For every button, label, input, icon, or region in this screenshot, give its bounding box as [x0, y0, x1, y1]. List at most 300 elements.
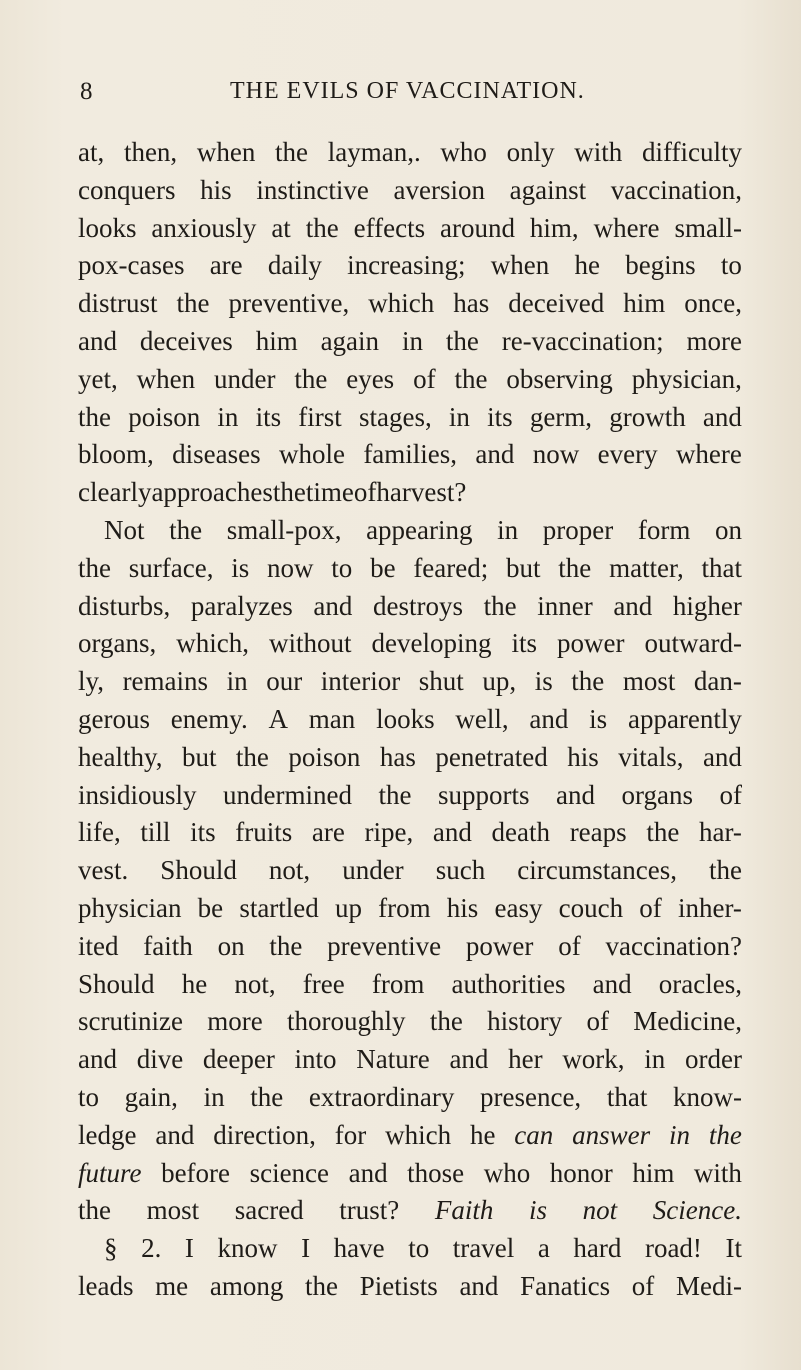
word: free — [302, 968, 345, 999]
word: in — [401, 325, 423, 356]
word: those — [407, 1157, 465, 1188]
word: at — [271, 212, 291, 243]
word: on — [217, 930, 245, 961]
word: developing — [371, 628, 492, 659]
word: the — [275, 137, 309, 167]
word: around — [440, 212, 515, 243]
word: 2. — [141, 1233, 162, 1264]
word: into — [294, 1044, 337, 1075]
word: deceived — [508, 288, 605, 319]
word: Should — [160, 855, 237, 886]
word: science — [249, 1157, 330, 1188]
text-line — [78, 1230, 742, 1268]
word: the — [78, 552, 111, 583]
word: yet, — [78, 363, 118, 394]
word: har- — [698, 817, 742, 848]
text-line — [78, 966, 742, 1004]
word: organs, — [78, 628, 157, 659]
word: has — [453, 288, 490, 319]
word: hard — [573, 1233, 622, 1264]
word: is — [534, 666, 553, 697]
word: the — [78, 1195, 111, 1226]
word: the — [294, 363, 328, 394]
word: faith — [143, 930, 193, 961]
word: I — [184, 1233, 194, 1264]
word: of — [631, 1270, 655, 1301]
word: history — [487, 1006, 563, 1037]
word: with — [693, 1157, 742, 1188]
word: and — [449, 1044, 489, 1075]
word: shut — [418, 666, 464, 697]
word: most — [622, 666, 676, 697]
word: Medicine, — [633, 1006, 742, 1037]
text-line — [78, 550, 742, 588]
word: are — [311, 817, 345, 848]
word: not, — [268, 855, 311, 886]
word: but — [181, 741, 217, 772]
word: of — [719, 779, 742, 810]
word: to — [720, 250, 742, 281]
word: and — [702, 401, 742, 432]
word: the — [445, 325, 479, 356]
text-line — [78, 739, 742, 777]
word: undermined — [223, 779, 352, 810]
word: stages, — [358, 401, 432, 432]
word: ledge — [78, 1119, 137, 1150]
text-line — [78, 172, 742, 210]
word: to — [408, 1233, 430, 1264]
word: only — [506, 137, 555, 167]
word: authorities — [451, 968, 566, 999]
word: conquers — [78, 174, 176, 205]
word: death — [491, 817, 551, 848]
word: once, — [684, 288, 742, 319]
word: at, — [78, 137, 105, 167]
word: Nature — [356, 1044, 430, 1075]
word: remains — [122, 666, 209, 697]
word: direction, — [213, 1119, 316, 1150]
text-line — [78, 663, 742, 701]
word: and — [613, 590, 653, 621]
word: the — [454, 363, 488, 394]
word: who — [483, 1157, 531, 1188]
word: the — [305, 212, 339, 243]
word: his — [446, 892, 479, 923]
word: travel — [452, 1233, 515, 1264]
word: startled — [239, 892, 319, 923]
word: before — [161, 1157, 231, 1188]
word: now — [267, 552, 314, 583]
word: up, — [482, 666, 517, 697]
word: is — [529, 1195, 548, 1226]
word: from — [378, 892, 431, 923]
word: ripe, — [364, 817, 414, 848]
word: deeper — [202, 1044, 275, 1075]
word: his — [567, 741, 599, 772]
word: effects — [353, 212, 426, 243]
word: It — [725, 1233, 742, 1264]
word: where — [593, 212, 660, 243]
word: supports — [438, 779, 530, 810]
word: the — [78, 401, 111, 432]
word: and — [459, 1270, 499, 1301]
word: looks — [78, 212, 137, 243]
word: our — [266, 666, 303, 697]
word: of — [558, 930, 581, 961]
word: he — [574, 250, 600, 281]
word: the — [708, 1119, 742, 1150]
word: growth — [609, 401, 686, 432]
word: Medi- — [675, 1270, 742, 1301]
word: well, — [455, 703, 509, 734]
word: and — [702, 741, 742, 772]
text-line — [78, 134, 742, 172]
word: the — [378, 779, 412, 810]
word: and — [78, 325, 117, 356]
word: harvest? — [376, 477, 467, 508]
word: circumstances, — [517, 855, 677, 886]
word: distrust — [78, 288, 158, 319]
word: on — [714, 514, 742, 545]
text-line — [78, 285, 742, 323]
word: him — [623, 288, 666, 319]
word: proper — [542, 514, 614, 545]
word: future — [78, 1157, 142, 1188]
text-line — [78, 928, 742, 966]
word: he — [181, 968, 208, 999]
word: its — [487, 401, 513, 432]
word: to — [78, 1081, 100, 1112]
word: Fanatics — [520, 1270, 611, 1301]
word: him, — [529, 212, 579, 243]
word: without — [268, 628, 352, 659]
word: that — [701, 552, 742, 583]
word: vaccination, — [610, 174, 742, 205]
text-line — [78, 436, 742, 474]
word: re-vaccination; — [501, 325, 664, 356]
word: whole — [278, 439, 345, 470]
word: in — [226, 666, 248, 697]
word: time — [305, 477, 354, 508]
word: the — [272, 477, 306, 508]
word: which, — [176, 628, 249, 659]
text-line — [78, 1192, 742, 1230]
word: is — [231, 552, 250, 583]
word: its — [511, 628, 537, 659]
word: but — [506, 552, 541, 583]
word: gain, — [124, 1081, 178, 1112]
word: now — [532, 439, 580, 470]
word: inher- — [677, 892, 742, 923]
word: fruits — [235, 817, 293, 848]
word: sacred — [234, 1195, 304, 1226]
word: with — [574, 137, 623, 167]
word: know- — [673, 1081, 742, 1112]
text-line — [78, 361, 742, 399]
word: outward- — [644, 628, 742, 659]
word: not — [582, 1195, 618, 1226]
word: germ, — [529, 401, 593, 432]
word: of — [413, 363, 436, 394]
word: small- — [674, 212, 742, 243]
word: the — [709, 855, 742, 886]
word: when — [136, 363, 196, 394]
word: power — [557, 628, 625, 659]
word: and — [556, 779, 595, 810]
word: surface, — [128, 552, 214, 583]
text-line — [78, 701, 742, 739]
page-number: 8 — [80, 78, 93, 105]
word: in — [448, 401, 470, 432]
word: couch — [558, 892, 624, 923]
text-line — [78, 210, 742, 248]
word: work, — [562, 1044, 625, 1075]
word: road! — [644, 1233, 702, 1264]
word: such — [435, 855, 486, 886]
word: anxiously — [151, 212, 257, 243]
word: of — [639, 892, 662, 923]
word: when — [490, 250, 550, 281]
word: know — [217, 1233, 278, 1264]
word: leads — [78, 1270, 134, 1301]
text-line — [78, 1117, 742, 1155]
word: preventive, — [228, 288, 350, 319]
word: in — [203, 1081, 225, 1112]
word: first — [298, 401, 342, 432]
text-line — [78, 1155, 742, 1193]
text-line — [78, 399, 742, 437]
word: increasing; — [347, 250, 466, 281]
word: him — [632, 1157, 675, 1188]
word: A — [268, 703, 289, 734]
word: difficulty — [642, 137, 742, 167]
word: the — [571, 666, 605, 697]
word: small-pox, — [226, 514, 342, 545]
word: deceives — [139, 325, 233, 356]
word: inner — [537, 590, 593, 621]
word: poison — [128, 401, 201, 432]
word: more — [207, 1006, 263, 1037]
word: the — [250, 1081, 284, 1112]
word: in — [217, 401, 239, 432]
running-head: THE EVILS OF VACCINATION. — [230, 78, 585, 104]
word: pox-cases — [78, 250, 185, 281]
word: till — [140, 817, 171, 848]
word: Faith — [434, 1195, 494, 1226]
word: his — [200, 174, 232, 205]
word: every — [597, 439, 658, 470]
word: oracles, — [658, 968, 742, 999]
word: which — [385, 1119, 452, 1150]
word: of — [353, 477, 377, 508]
word: and — [348, 1157, 388, 1188]
word: and — [78, 1044, 117, 1075]
word: and — [592, 968, 632, 999]
word: gerous — [78, 703, 150, 734]
word: which — [368, 288, 435, 319]
word: thoroughly — [287, 1006, 406, 1037]
word: not, — [234, 968, 276, 999]
word: dan- — [693, 666, 742, 697]
word: ited — [78, 930, 119, 961]
word: vaccination? — [605, 930, 742, 961]
word: up — [334, 892, 362, 923]
word: her — [508, 1044, 543, 1075]
text-line — [78, 625, 742, 663]
word: daily — [267, 250, 322, 281]
text-line — [78, 1003, 742, 1041]
word: physician — [78, 892, 182, 923]
word: and — [432, 817, 472, 848]
word: order — [684, 1044, 742, 1075]
word: I — [301, 1233, 311, 1264]
word: he — [469, 1119, 496, 1150]
word: higher — [672, 590, 742, 621]
word: feared; — [413, 552, 489, 583]
word: bloom, — [78, 439, 154, 470]
word: me — [155, 1270, 189, 1301]
word: appearing — [366, 514, 473, 545]
word: interior — [320, 666, 401, 697]
word: aversion — [393, 174, 485, 205]
text-line — [78, 777, 742, 815]
word: matter, — [609, 552, 684, 583]
word: most — [146, 1195, 200, 1226]
word: are — [209, 250, 243, 281]
word: poison — [288, 741, 361, 772]
word: layman,. — [327, 137, 421, 167]
word: trust? — [339, 1195, 400, 1226]
word: Pietists — [359, 1270, 438, 1301]
word: the — [558, 552, 592, 583]
word: under — [213, 363, 276, 394]
word: destroys — [373, 590, 464, 621]
word: in — [669, 1119, 691, 1150]
word: vest. — [78, 855, 129, 886]
word: and — [313, 590, 353, 621]
word: from — [371, 968, 425, 999]
word: paralyzes — [190, 590, 293, 621]
page-header — [80, 78, 740, 110]
word: scrutinize — [78, 1006, 183, 1037]
text-line — [78, 512, 742, 550]
word: him — [255, 325, 298, 356]
text-line — [78, 890, 742, 928]
word: the — [269, 930, 303, 961]
word: more — [686, 325, 742, 356]
word: the — [235, 741, 269, 772]
word: the — [483, 590, 517, 621]
text-line — [78, 323, 742, 361]
word: the — [429, 1006, 463, 1037]
word: dive — [136, 1044, 184, 1075]
word: physician, — [631, 363, 742, 394]
word: organs — [621, 779, 693, 810]
word: where — [675, 439, 742, 470]
word: can — [514, 1119, 554, 1150]
word: form — [637, 514, 691, 545]
word: the — [305, 1270, 339, 1301]
word: its — [255, 401, 282, 432]
text-line — [78, 588, 742, 626]
word: clearly — [78, 477, 152, 508]
word: extraordinary — [308, 1081, 455, 1112]
word: for — [334, 1119, 367, 1150]
word: life, — [78, 817, 121, 848]
word: and — [475, 439, 515, 470]
word: reaps — [569, 817, 627, 848]
word: power — [465, 930, 534, 961]
word: to — [331, 552, 353, 583]
word: vitals, — [618, 741, 684, 772]
word: the — [176, 288, 210, 319]
word: looks — [376, 703, 435, 734]
word: insidiously — [78, 779, 197, 810]
word: is — [589, 703, 608, 734]
text-line — [78, 1268, 742, 1306]
text-line — [78, 247, 742, 285]
word: when — [196, 137, 256, 167]
word: man — [308, 703, 356, 734]
word: who — [440, 137, 487, 167]
body-text — [78, 134, 742, 1306]
word: diseases — [172, 439, 261, 470]
word: and — [155, 1119, 195, 1150]
word: families, — [363, 439, 458, 470]
text-line — [78, 852, 742, 890]
word: Should — [78, 968, 155, 999]
word: of — [586, 1006, 609, 1037]
text-line — [78, 1079, 742, 1117]
word: § — [104, 1233, 118, 1264]
word: penetrated — [435, 741, 548, 772]
word: has — [379, 741, 416, 772]
word: honor — [549, 1157, 613, 1188]
word: under — [342, 855, 404, 886]
word: among — [209, 1270, 284, 1301]
word: begins — [625, 250, 696, 281]
word: preventive — [327, 930, 442, 961]
word: disturbs, — [78, 590, 171, 621]
word: eyes — [346, 363, 395, 394]
text-line — [78, 474, 742, 512]
word: enemy. — [170, 703, 248, 734]
word: instinctive — [256, 174, 369, 205]
word: answer — [572, 1119, 651, 1150]
word: a — [537, 1233, 550, 1264]
word: that — [606, 1081, 648, 1112]
word: the — [646, 817, 680, 848]
text-line — [78, 1041, 742, 1079]
word: against — [509, 174, 587, 205]
word: its — [190, 817, 216, 848]
word: ly, — [78, 666, 104, 697]
word: apparently — [627, 703, 742, 734]
word: easy — [494, 892, 543, 923]
word: the — [169, 514, 203, 545]
word: presence, — [480, 1081, 582, 1112]
word: in — [644, 1044, 666, 1075]
word: observing — [506, 363, 613, 394]
word: then, — [123, 137, 178, 167]
word: healthy, — [78, 741, 163, 772]
word: and — [529, 703, 569, 734]
text-line — [78, 814, 742, 852]
word: Science. — [652, 1195, 742, 1226]
word: Not — [104, 514, 145, 545]
word: in — [497, 514, 519, 545]
word: again — [320, 325, 380, 356]
